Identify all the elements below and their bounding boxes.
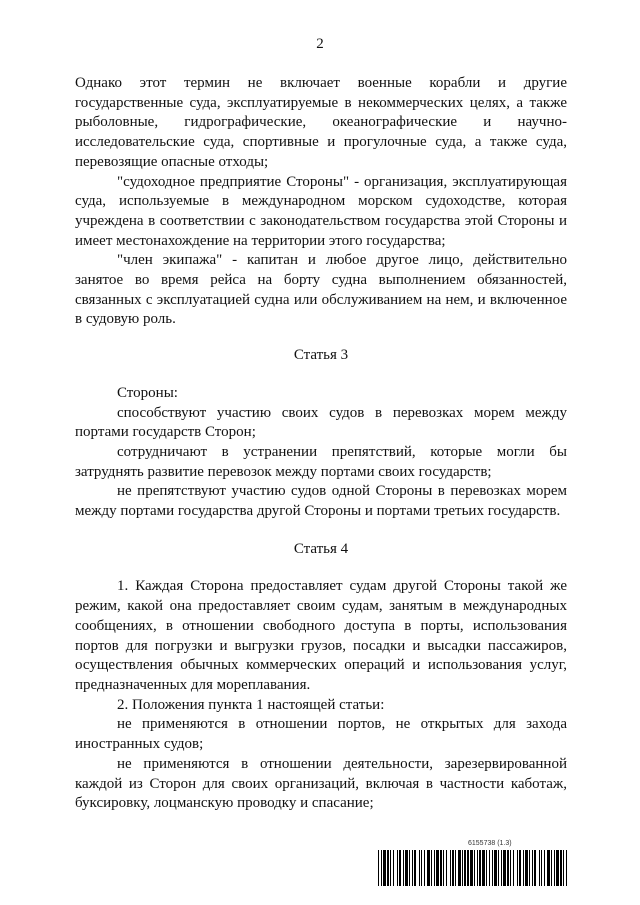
paragraph: "судоходное предприятие Стороны" - организация, эксплуатирующая суда, используемые в международном морском судоходстве, которая учреждена в соответствии с законодательством государства этой Стороны и имеет местонахождение на территории этого государства; — [75, 173, 567, 249]
document-body — [75, 74, 567, 814]
paragraph: Стороны: — [117, 384, 178, 401]
paragraph: не препятствуют участию судов одной Стороны в перевозках морем между портами государства другой Стороны и портами третьих государств. — [75, 483, 567, 520]
barcode-icon — [378, 850, 570, 886]
paragraph: не применяются в отношении деятельности, зарезервированной каждой из Сторон для своих организаций, включая в частности каботаж, буксировку, лоцманскую проводку и спасание; — [75, 755, 567, 812]
barcode-number: 6155738 (1.3) — [468, 840, 512, 847]
article-4-title: Статья 4 — [293, 540, 349, 557]
paragraph: "член экипажа" - капитан и любое другое лицо, действительно занятое во время рейса на борту судна выполнением обязанностей, связанных с эксплуатацией судна или обслуживанием на нем, и включенное в судовую роль. — [75, 252, 567, 328]
barcode — [378, 840, 570, 888]
paragraph: 2. Положения пункта 1 настоящей статьи: — [117, 696, 385, 713]
paragraph: способствуют участию своих судов в перевозках морем между портами государств Сторон; — [75, 404, 567, 441]
article-3-title: Статья 3 — [293, 347, 349, 364]
paragraph: не применяются в отношении портов, не открытых для захода иностранных судов; — [75, 716, 567, 753]
page-number: 2 — [316, 36, 324, 52]
paragraph: 1. Каждая Сторона предоставляет судам другой Стороны такой же режим, какой она предоставляет своим судам, занятым в международных сообщениях, в отношении свободного доступа в порты, использования портов для погрузки и выгрузки грузов, посадки и высадки пассажиров, осуществления обычных коммерческих операций и использования услуг, предназначенных для мореплавания. — [75, 578, 567, 693]
paragraph: Однако этот термин не включает военные корабли и другие государственные суда, эксплуатируемые в некоммерческих целях, а также рыболовные, гидрографические, океанографические и научно-исследовательские суда, спортивные и прогулочные суда, а также суда, перевозящие опасные отходы; — [75, 75, 567, 170]
paragraph: сотрудничают в устранении препятствий, которые могли бы затруднять развитие перевозок между портами своих государств; — [75, 443, 567, 480]
